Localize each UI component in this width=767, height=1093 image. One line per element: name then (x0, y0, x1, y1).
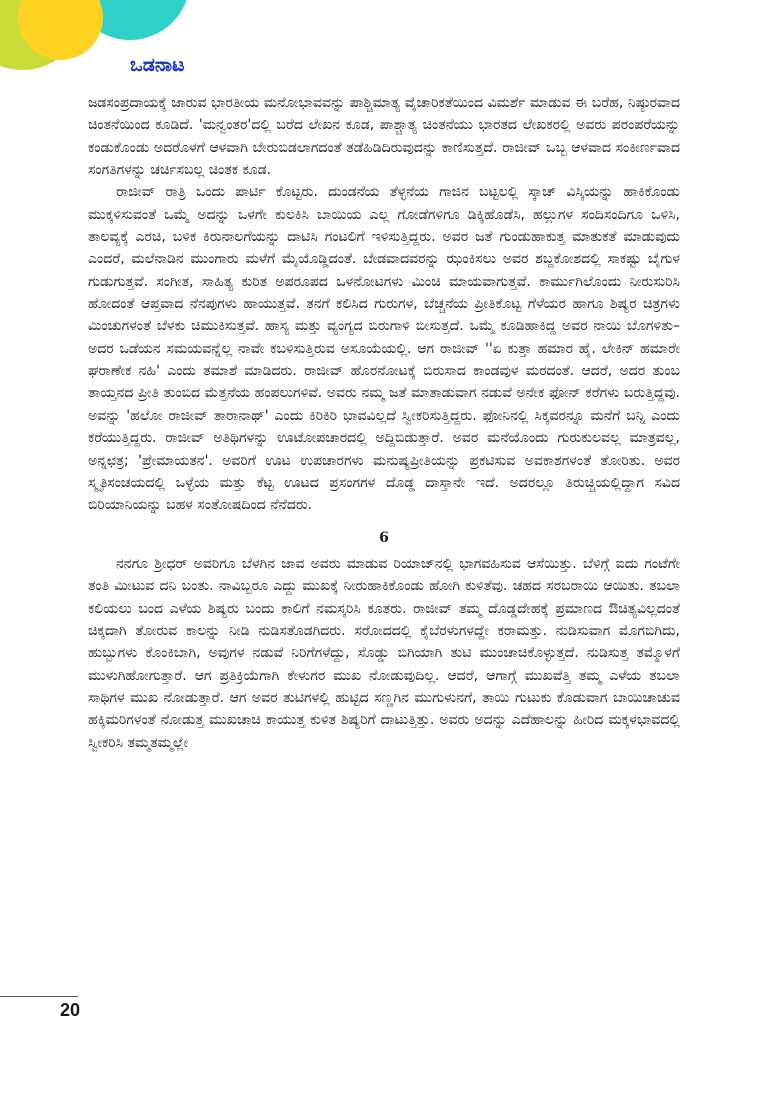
body-text (88, 92, 680, 754)
page-number: 20 (60, 1000, 81, 1020)
section-title: ಒಡನಾಟ (130, 54, 185, 76)
paragraph: ಜಡಸಂಪ್ರದಾಯಕ್ಕೆ ಜಾರುವ ಭಾರತೀಯ ಮನೋಭಾವವನ್ನು ಪಾಶ್ಚಿಮಾತ್ಯ ವೈಚಾರಿಕತೆಯಿಂದ ವಿಮರ್ಶೆ ಮಾಡುವ ಈ ಬರೆಹ, ನಿಷ್ಠುರವಾದ ಚಿಂತನೆಯಿಂದ ಕೂಡಿದೆ. 'ಮನ್ವಂತರ'ದಲ್ಲಿ ಬರೆದ ಲೇಖನ ಕೂಡ, ಪಾಶ್ಚಾತ್ಯ ಚಿಂತನೆಯು ಭಾರತದ ಲೇಖಕರಲ್ಲಿ ಅವರು ಪರಂಪರೆಯನ್ನು ಕಂಡುಕೊಂಡು ಅದರೊಳಗೆ ಆಳವಾಗಿ ಬೇರುಬಿಡಲಾಗದಂತೆ ತಡೆಹಿಡಿದಿರುವುದನ್ನು ಕಾಣಿಸುತ್ತದೆ. ರಾಜೀವ್ ಒಬ್ಬ ಆಳವಾದ ಸಂಕೀರ್ಣವಾದ ಸಂಗತಿಗಳನ್ನು ಚರ್ಚಿಸಬಲ್ಲ ಚಿಂತಕ ಕೂಡ. (88, 95, 680, 179)
paragraph: ನನಗೂ ಶ್ರೀಧರ್ ಅವರಿಗೂ ಬೆಳಗಿನ ಜಾವ ಅವರು ಮಾಡುವ ರಿಯಾಜ್‌ನಲ್ಲಿ ಭಾಗವಹಿಸುವ ಆಸೆಯಿತ್ತು. ಬೆಳಿಗ್ಗೆ ಐದು ಗಂಟೆಗೇ ತಂತಿ ಮೀಟುವ ದನಿ ಬಂತು. ನಾವಿಬ್ಬರೂ ಎದ್ದು ಮುಖಕ್ಕೆ ನೀರುಹಾಕಿಕೊಂಡು ಹೋಗಿ ಕುಳಿತೆವು. ಚಹದ ಸರಬರಾಯಿ ಆಯಿತು. ತಬಲಾ ಕಲಿಯಲು ಬಂದ ಎಳೆಯ ಶಿಷ್ಯರು ಬಂದು ಕಾಲಿಗೆ ನಮಸ್ಕರಿಸಿ ಕೂತರು. ರಾಜೀವ್ ತಮ್ಮ ದೊಡ್ಡದೇಹಕ್ಕೆ ಪ್ರಮಾಣದ ಔಚಿತ್ಯವಿಲ್ಲದಂತೆ ಚಿಕ್ಕದಾಗಿ ತೋರುವ ಕಾಲನ್ನು ನೀಡಿ ನುಡಿಸತೊಡಗಿದರು. ಸರೋದದಲ್ಲಿ ಕೈಬೆರಳುಗಳದ್ದೇ ಕರಾಮತ್ತು. ನುಡಿಸುವಾಗ ಮೊಗಬಿಗಿದು, ಹುಬ್ಬುಗಳು ಕೊಂಕಿಬಾಗಿ, ಅವುಗಳ ನಡುವೆ ನಿರಿಗೆಗಳೆದ್ದು, ಸೊಡ್ಡು ಬಿಗಿಯಾಗಿ ತುಟಿ ಮುಂಚಾಚಿಕೊಳ್ಳುತ್ತದೆ. ನುಡಿಸುತ್ತ ತಮ್ಮೊಳಗೆ ಮುಳುಗಿಹೋಗುತ್ತಾರೆ. ಆಗ ಪ್ರತಿಕ್ರಿಯೆಗಾಗಿ ಕೇಳುಗರ ಮುಖ ನೋಡುವುದಿಲ್ಲ. ಆದರೆ, ಆಗಾಗ್ಗೆ ಮುಖವೆತ್ತಿ ತಮ್ಮ ಎಳೆಯ ತಬಲಾ ಸಾಥಿಗಳ ಮುಖ ನೋಡುತ್ತಾರೆ. ಆಗ ಅವರ ತುಟಿಗಳಲ್ಲಿ ಹುಟ್ಟಿದ ಸಣ್ಣಗಿನ ಮುಗುಳುನಗೆ, ತಾಯಿ ಗುಟುಕು ಕೊಡುವಾಗ ಬಾಯಿಚಾಚುವ ಹಕ್ಕಿಮರಿಗಳಂತೆ ನೋಡುತ್ತ ಮುಖಚಾಚಿ ಕಾಯುತ್ತ ಕುಳಿತ ಶಿಷ್ಯರಿಗೆ ದಾಟುತ್ತಿತ್ತು. ಅವರು ಅದನ್ನು ಎದೆಹಾಲನ್ನು ಹೀರಿದ ಮಕ್ಕಳಭಾವದಲ್ಲಿ ಸ್ವೀಕರಿಸಿ ತಮ್ಮತಮ್ಮಲ್ಲೇ (88, 555, 680, 751)
chapter-number: 6 (379, 529, 389, 546)
footer-rule (0, 996, 78, 997)
paragraph: ರಾಜೀವ್ ರಾತ್ರಿ ಒಂದು ಪಾರ್ಟಿ ಕೊಟ್ಟರು. ದುಂಡನೆಯ ತೆಳ್ಳನೆಯ ಗಾಜಿನ ಬಟ್ಟಲಲ್ಲಿ ಸ್ಕಾಚ್ ವಿಸ್ಕಿಯನ್ನು ಹಾಕಿಕೊಂಡು ಮುಕ್ಕಳಿಸುವಂತೆ ಒಮ್ಮೆ ಅದನ್ನು ಒಳಗೇ ಕುಲಕಿಸಿ ಬಾಯಿಯ ಎಲ್ಲ ಗೋಡೆಗಳಿಗೂ ಡಿಕ್ಕಿಹೊಡೆಸಿ, ಹಲ್ಲುಗಳ ಸಂದಿಸಂದಿಗೂ ಒಳಿಸಿ, ತಾಲವ್ಯಕ್ಕೆ ಎರಚಿ, ಬಳಿಕ ಕಿರುನಾಲಗೆಯನ್ನು ದಾಟಿಸಿ ಗಂಟಲಿಗೆ ಇಳಿಸುತ್ತಿದ್ದರು. ಅವರ ಜತೆ ಗುಂಡುಹಾಕುತ್ತ ಮಾತುಕತೆ ಮಾಡುವುದು ಎಂದರೆ, ಮಲೆನಾಡಿನ ಮುಂಗಾರು ಮಳೆಗೆ ಮೈಯೊಡ್ಡಿದಂತೆ. ಬೇಡವಾದವರನ್ನು ಝಂಕಿಸಲು ಅವರ ಶಬ್ದಕೋಶದಲ್ಲಿ ಸಾಕಷ್ಟು ಬೈಗುಳ ಗುಡುಗುತ್ತವೆ. ಸಂಗೀತ, ಸಾಹಿತ್ಯ ಕುರಿತ ಅಪರೂಪದ ಒಳನೋಟಗಳು ಮಿಂಚಿ ಮಾಯವಾಗುತ್ತವೆ. ಕಾರ್ಮುಗಿಲೊಂದು ನೀರುಸುರಿಸಿ ಹೋದಂತೆ ಆಪ್ತವಾದ ನೆನಪುಗಳು ಹಾಯುತ್ತವೆ. ತನಗೆ ಕಲಿಸಿದ ಗುರುಗಳ, ಬೆಚ್ಚನೆಯ ಪ್ರೀತಿಕೊಟ್ಟ ಗೆಳೆಯರ ಹಾಗೂ ಶಿಷ್ಯರ ಚಿತ್ರಗಳು ಮಿಂಚುಗಳಂತೆ ಬೆಳಕು ಚಿಮುಕಿಸುತ್ತವೆ. ಹಾಸ್ಯ ಮತ್ತು ವ್ಯಂಗ್ಯದ ಬಿರುಗಾಳಿ ಬೀಸುತ್ತದೆ. ಒಮ್ಮೆ ಕೂಡಿಹಾಕಿದ್ದ ಅವರ ನಾಯಿ ಬೊಗಳಿತು–ಅದರ ಒಡೆಯನ ಸಮಯವನ್ನೆಲ್ಲ ನಾವೇ ಕಬಳಿಸುತ್ತಿರುವ ಅಸೂಯೆಯಲ್ಲಿ. ಆಗ ರಾಜೀವ್ ''ಏ ಕುತ್ತಾ ಹಮಾರ ಹೈ. ಲೇಕಿನ್ ಹಮಾರೇ ಘರಾಣೇಕ ನಹಿ' ಎಂದು ತಮಾಶೆ ಮಾಡಿದರು. ರಾಜೀವ್ ಹೊರನೋಟಕ್ಕೆ ಬಿರುಸಾದ ಕಾಂಡವುಳ ಮರದಂತೆ. ಆದರೆ, ಅದರ ತುಂಬ ತಾಯ್ತನದ ಪ್ರೀತಿ ತುಂಬಿದ ಮೆತ್ತನೆಯ ಹಂಪಲುಗಳಿವೆ. ಅವರು ನಮ್ಮ ಜತೆ ಮಾತಾಡುವಾಗ ನಡುವೆ ಅನೇಕ ಫೋನ್ ಕರೆಗಳು ಬರುತ್ತಿದ್ದವು. ಅವನ್ನು 'ಹಲೋ ರಾಜೀವ್ ತಾರಾನಾಥ್' ಎಂದು ಕಿರಿಕಿರಿ ಭಾವವಿಲ್ಲದೆ ಸ್ವೀಕರಿಸುತ್ತಿದ್ದರು. ಫೋನಿನಲ್ಲಿ ಸಿಕ್ಕವರನ್ನೂ ಮನೆಗೆ ಬನ್ನಿ ಎಂದು ಕರೆಯುತ್ತಿದ್ದರು. ರಾಜೀವ್ ಅತಿಥಿಗಳನ್ನು ಊಟೋಪಚಾರದಲ್ಲಿ ಅದ್ದಿಬಿಡುತ್ತಾರೆ. ಅವರ ಮನೆಯೊಂದು ಗುರುಕುಲವಲ್ಲ ಮಾತ್ರವಲ್ಲ, ಅನ್ನಛತ್ರ; 'ಪ್ರೇಮಾಯತನ'. ಅವರಿಗೆ ಊಟ ಉಪಚಾರಗಳು ಮನುಷ್ಯಪ್ರೀತಿಯನ್ನು ಪ್ರಕಟಿಸುವ ಅವಕಾಶಗಳಂತೆ ತೋರಿತು. ಅವರ ಸ್ಮೃತಿಸಂಚಯದಲ್ಲಿ ಒಳ್ಳೆಯ ಮತ್ತು ಕೆಟ್ಟ ಊಟದ ಪ್ರಸಂಗಗಳ ದೊಡ್ಡ ದಾಸ್ತಾನೇ ಇದೆ. ಅದರಲ್ಲೂ ತಿರುಚ್ಚಿಯಲ್ಲಿದ್ದಾಗ ಸವಿದ ಬಿರಿಯಾನಿಯನ್ನು ಬಹಳ ಸಂತೋಷದಿಂದ ನೆನೆದರು. (88, 184, 680, 514)
